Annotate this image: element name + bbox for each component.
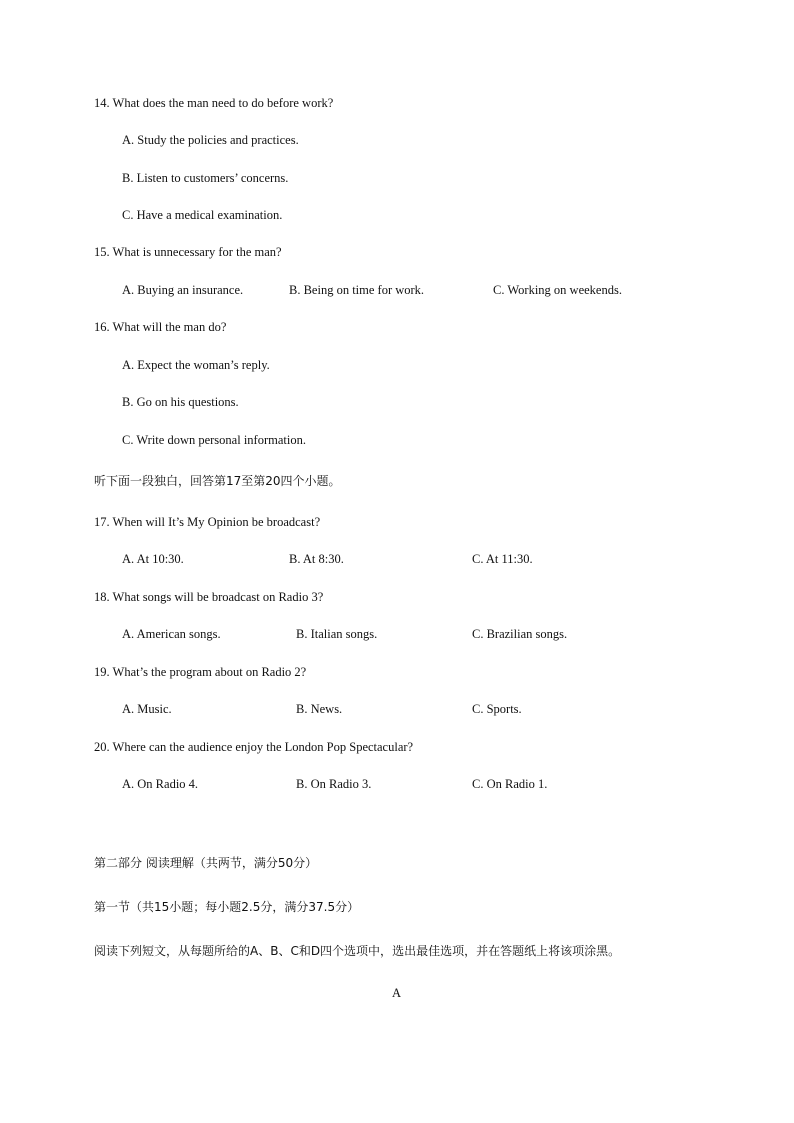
part2-heading: 第二部分 阅读理解（共两节，满分50分） [94,856,318,870]
question-20-option-c: C. On Radio 1. [472,777,548,791]
question-14-stem: 14. What does the man need to do before work? [94,96,334,110]
question-16-option-a: A. Expect the woman’s reply. [122,358,270,372]
question-15-stem: 15. What is unnecessary for the man? [94,245,282,259]
question-14-option-b: B. Listen to customers’ concerns. [122,171,289,185]
question-17-option-a: A. At 10:30. [122,552,184,566]
listening-instruction: 听下面一段独白，回答第17至第20四个小题。 [94,474,341,488]
question-14-option-a: A. Study the policies and practices. [122,133,299,147]
reading-instruction: 阅读下列短文，从每题所给的A、B、C和D四个选项中，选出最佳选项，并在答题纸上将该项涂黑。 [94,944,621,958]
question-17-option-b: B. At 8:30. [289,552,344,566]
question-15-option-b: B. Being on time for work. [289,283,425,297]
question-18-option-c: C. Brazilian songs. [472,627,568,641]
question-18-option-b: B. Italian songs. [296,627,378,641]
question-14-option-c: C. Have a medical examination. [122,208,283,222]
question-16-option-b: B. Go on his questions. [122,395,239,409]
question-15-option-a: A. Buying an insurance. [122,283,244,297]
question-19-stem: 19. What’s the program about on Radio 2? [94,665,307,679]
question-19-option-c: C. Sports. [472,702,522,716]
question-20-option-b: B. On Radio 3. [296,777,372,791]
question-19-option-a: A. Music. [122,702,172,716]
question-16-option-c: C. Write down personal information. [122,433,306,447]
question-15-option-c: C. Working on weekends. [493,283,622,297]
question-18-stem: 18. What songs will be broadcast on Radio 3? [94,590,324,604]
question-20-option-a: A. On Radio 4. [122,777,199,791]
section1-heading: 第一节（共15小题；每小题2.5分，满分37.5分） [94,900,360,914]
question-18-option-a: A. American songs. [122,627,221,641]
question-17-option-c: C. At 11:30. [472,552,533,566]
question-20-stem: 20. Where can the audience enjoy the London Pop Spectacular? [94,740,414,754]
passage-label: A [392,986,402,1000]
question-17-stem: 17. When will It’s My Opinion be broadcast? [94,515,321,529]
question-16-stem: 16. What will the man do? [94,320,227,334]
question-19-option-b: B. News. [296,702,343,716]
